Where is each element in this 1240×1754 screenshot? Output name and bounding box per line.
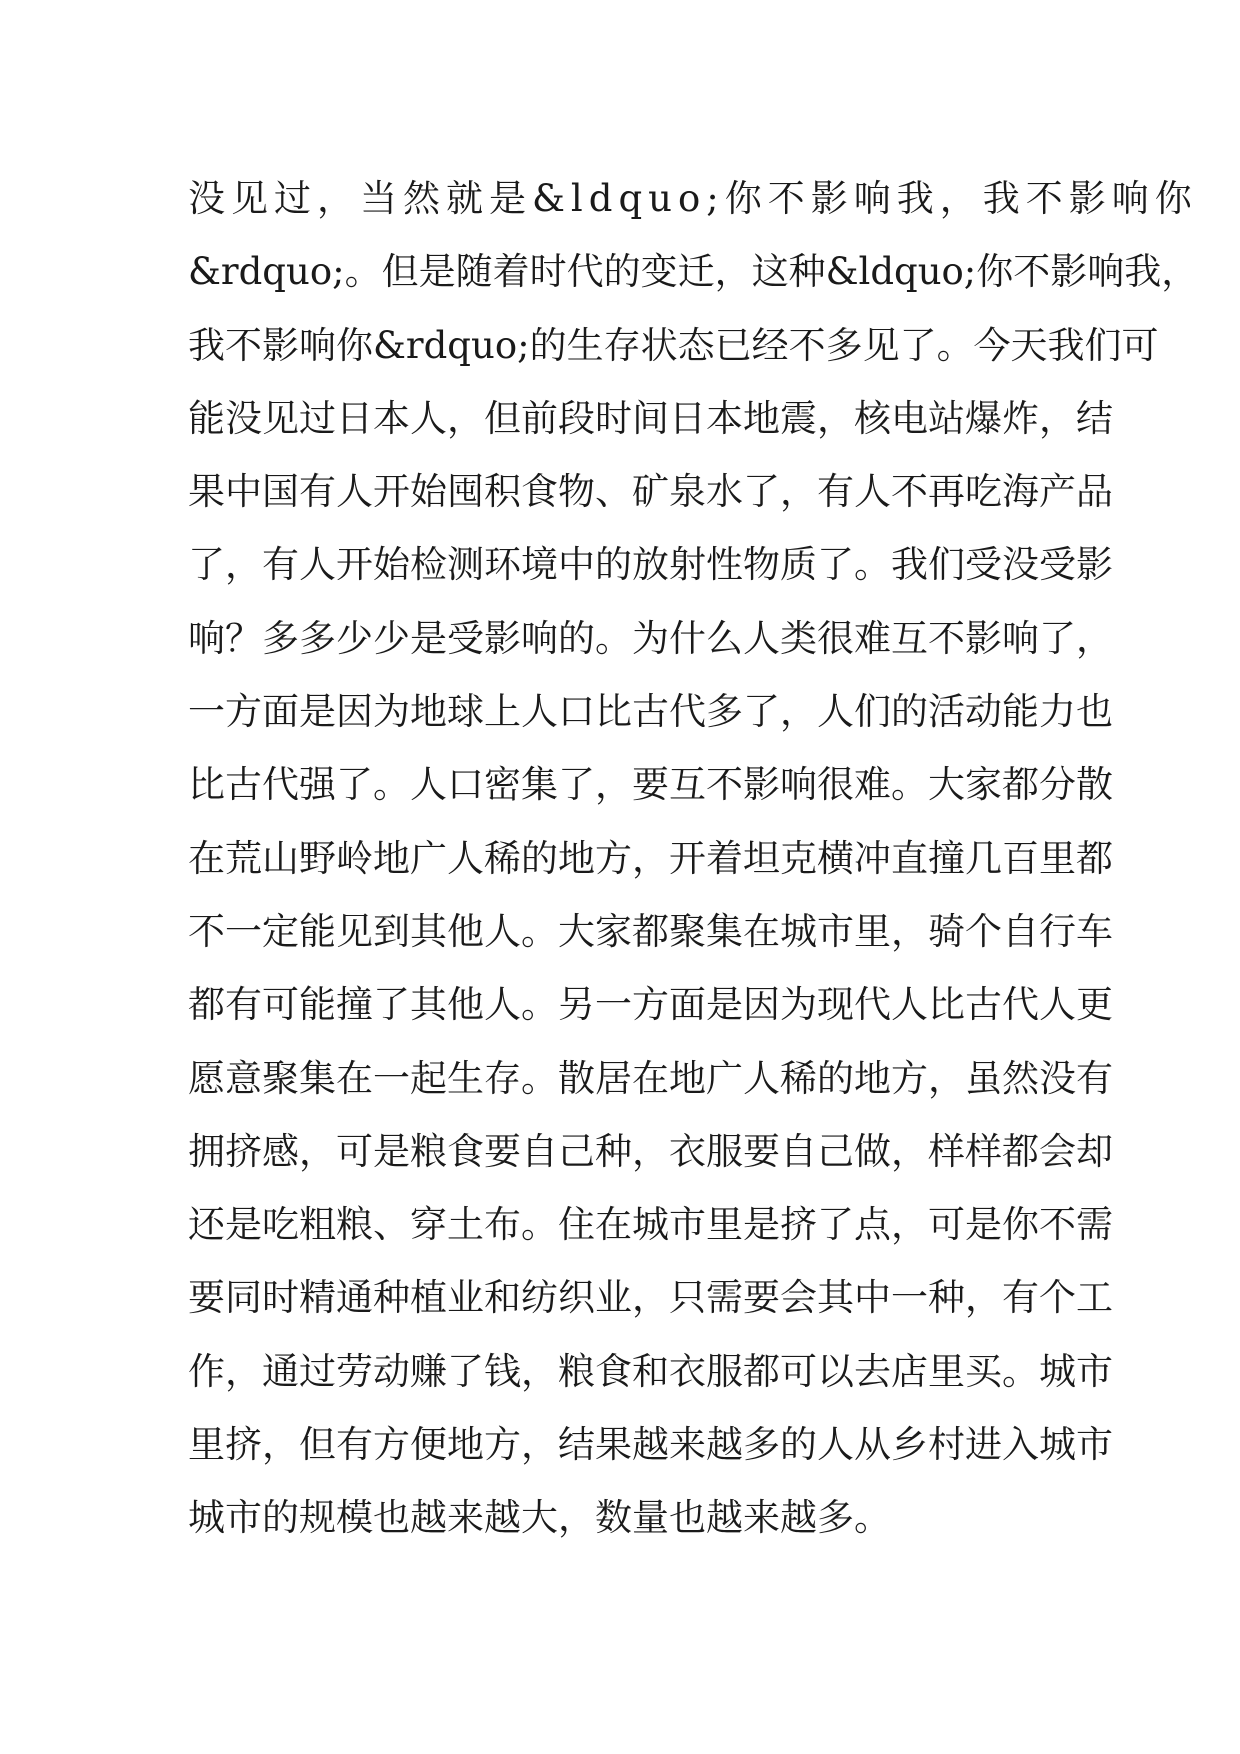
text-line-16: 要同时精通种植业和纺织业，只需要会其中一种，有个工 (188, 1276, 1113, 1320)
text-line-4: 能没见过日本人，但前段时间日本地震，核电站爆炸，结 (188, 396, 1113, 440)
text-line-10: 在荒山野岭地广人稀的地方，开着坦克横冲直撞几百里都 (188, 836, 1113, 880)
text-line-17: 作，通过劳动赚了钱，粮食和衣服都可以去店里买。城市 (188, 1349, 1113, 1393)
text-line-3: 我不影响你&rdquo;的生存状态已经不多见了。今天我们可 (188, 323, 1159, 367)
body-text (188, 168, 1199, 1561)
text-line-9: 比古代强了。人口密集了，要互不影响很难。大家都分散 (188, 763, 1113, 807)
text-line-13: 愿意聚集在一起生存。散居在地广人稀的地方，虽然没有 (188, 1056, 1113, 1100)
text-line-7: 响？多多少少是受影响的。为什么人类很难互不影响了， (188, 616, 1113, 660)
text-line-14: 拥挤感，可是粮食要自己种，衣服要自己做，样样都会却 (188, 1129, 1113, 1173)
text-line-18: 里挤，但有方便地方，结果越来越多的人从乡村进入城市 (188, 1423, 1113, 1467)
text-line-19: 城市的规模也越来越大，数量也越来越多。 (188, 1496, 891, 1540)
text-line-12: 都有可能撞了其他人。另一方面是因为现代人比古代人更 (188, 983, 1113, 1027)
text-line-11: 不一定能见到其他人。大家都聚集在城市里，骑个自行车 (188, 909, 1113, 953)
text-line-15: 还是吃粗粮、穿土布。住在城市里是挤了点，可是你不需 (188, 1203, 1113, 1247)
text-line-6: 了，有人开始检测环境中的放射性物质了。我们受没受影 (188, 543, 1113, 587)
text-line-5: 果中国有人开始囤积食物、矿泉水了，有人不再吃海产品 (188, 470, 1113, 514)
text-line-8: 一方面是因为地球上人口比古代多了，人们的活动能力也 (188, 690, 1113, 734)
text-line-1: 没见过，当然就是&ldquo;你不影响我，我不影响你 (188, 177, 1198, 220)
text-line-2: &rdquo;。但是随着时代的变迁，这种&ldquo;你不影响我， (188, 250, 1199, 294)
